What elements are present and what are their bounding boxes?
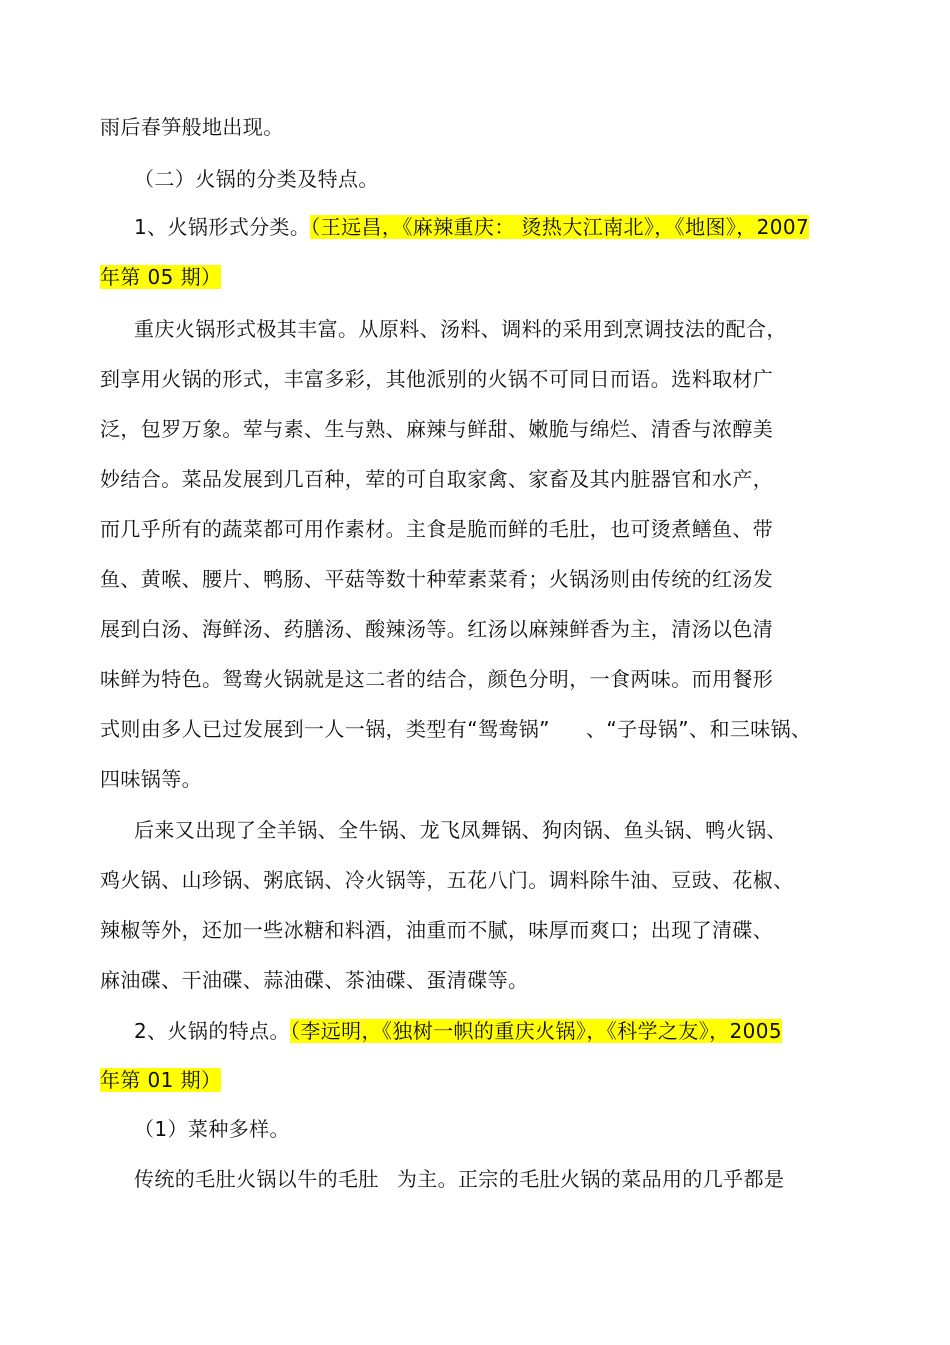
citation-continuation [100, 1068, 221, 1092]
line-text: 后来又出现了全羊锅、全牛锅、龙飞凤舞锅、狗肉锅、鱼头锅、鸭火锅、 [134, 818, 787, 842]
line-text: 四味锅等。 [100, 767, 202, 791]
line-text: 传统的毛肚火锅以牛的毛肚 [134, 1167, 379, 1191]
paragraph-line [100, 115, 284, 139]
citation-continuation [100, 265, 221, 289]
paragraph-line [100, 767, 202, 791]
line-text: 而几乎所有的蔬菜都可用作素材。主食是脆而鲜的毛肚，也可烫煮鳝鱼、带 [100, 517, 774, 541]
paragraph-line [134, 317, 787, 341]
line-text: 妙结合。菜品发展到几百种，荤的可自取家禽、家畜及其内脏器官和水产， [100, 467, 774, 491]
heading-text: （二）火锅的分类及特点。 [134, 167, 379, 191]
paragraph-line [134, 818, 787, 842]
paragraph-line [100, 517, 773, 541]
section-heading [134, 167, 379, 191]
paragraph-line [100, 918, 773, 942]
paragraph-line [100, 617, 773, 641]
paragraph-line [100, 667, 773, 691]
paragraph-line [100, 567, 773, 591]
line-text: 展到白汤、海鲜汤、药膳汤、酸辣汤等。红汤以麻辣鲜香为主，清汤以色清 [100, 617, 774, 641]
paragraph-line [100, 968, 528, 992]
line-text: 到享用火锅的形式，丰富多彩，其他派别的火锅不可同日而语。选料取材广 [100, 367, 774, 391]
line-text: 麻油碟、干油碟、蒜油碟、茶油碟、蛋清碟等。 [100, 968, 529, 992]
paragraph-line [100, 717, 811, 741]
sub-item-heading [134, 1117, 290, 1141]
heading-text: （1）菜种多样。 [134, 1117, 290, 1141]
citation-highlight: 年第 05 期） [100, 265, 222, 289]
line-text: 鱼、黄喉、腰片、鸭肠、平菇等数十种荤素菜肴；火锅汤则由传统的红汤发 [100, 567, 774, 591]
line-text: 味鲜为特色。鸳鸯火锅就是这二者的结合，颜色分明，一食两味。而用餐形 [100, 667, 774, 691]
line-text-continued: 为主。正宗的毛肚火锅的菜品用的几乎都是 [396, 1167, 785, 1191]
line-text: 式则由多人已过发展到一人一锅，类型有“鸳鸯锅” [100, 717, 550, 741]
line-text: 泛，包罗万象。荤与素、生与熟、麻辣与鲜甜、嫩脆与绵烂、清香与浓醇美 [100, 417, 774, 441]
citation-highlight: （李远明，《独树一帜的重庆火锅》，《科学之友》，2005 [289, 1019, 783, 1043]
paragraph-line [100, 467, 773, 491]
paragraph-line [100, 417, 773, 441]
line-text: 重庆火锅形式极其丰富。从原料、汤料、调料的采用到烹调技法的配合， [134, 317, 787, 341]
heading-text: 1、火锅形式分类。 [134, 215, 311, 239]
line-text: 雨后春笋般地出现。 [100, 115, 284, 139]
paragraph-line [100, 367, 773, 391]
line-text: 辣椒等外，还加一些冰糖和料酒，油重而不腻，味厚而爽口；出现了清碟、 [100, 918, 774, 942]
line-text-continued: 、“子母锅”、和三味锅、 [585, 717, 812, 741]
line-text: 鸡火锅、山珍锅、粥底锅、冷火锅等，五花八门。调料除牛油、豆豉、花椒、 [100, 868, 794, 892]
subsection-heading [134, 1019, 782, 1043]
citation-highlight: （王远昌，《麻辣重庆： 烫热大江南北》，《地图》，2007 [310, 215, 810, 239]
paragraph-line [100, 868, 794, 892]
subsection-heading [134, 215, 809, 239]
paragraph-line [134, 1167, 784, 1191]
citation-highlight: 年第 01 期） [100, 1068, 222, 1092]
heading-text: 2、火锅的特点。 [134, 1019, 290, 1043]
